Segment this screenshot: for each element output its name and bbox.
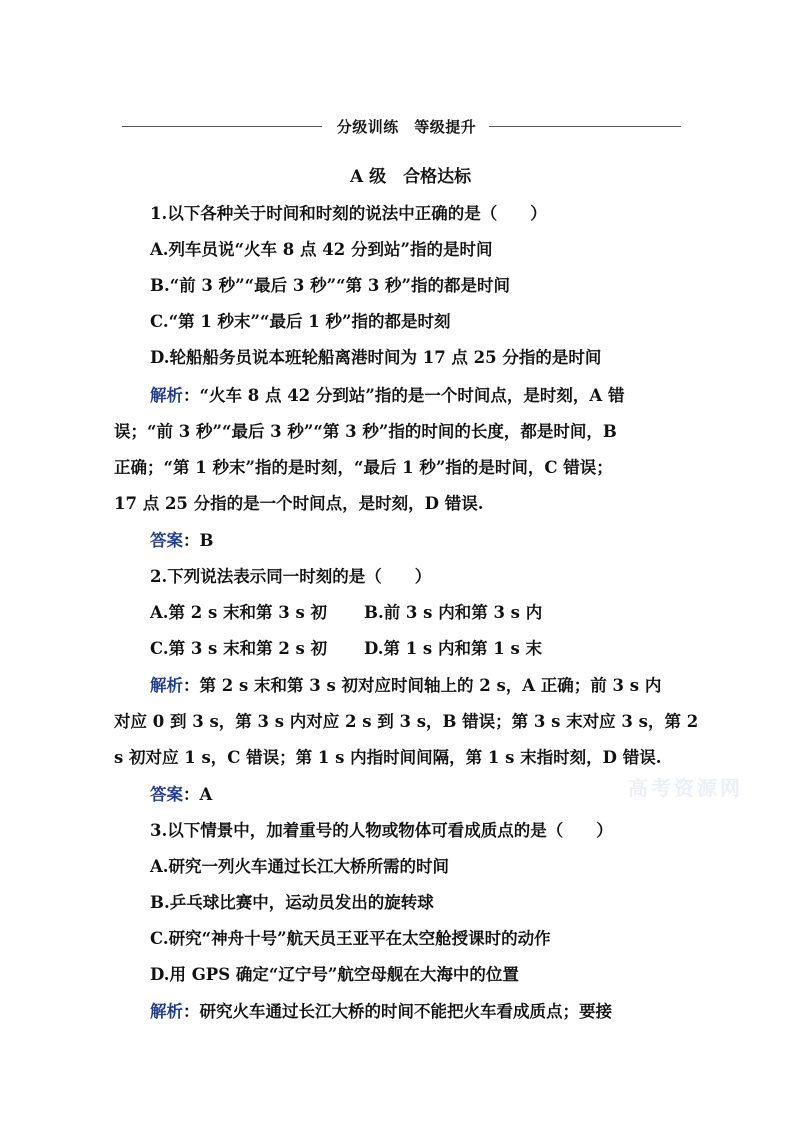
q3-option-b: B.乒乓球比赛中，运动员发出的旋转球 xyxy=(150,893,434,912)
q3-option-d: D.用 GPS 确定“辽宁号”航空母舰在大海中的位置 xyxy=(150,965,519,984)
watermark: 高考资源网 xyxy=(628,776,743,800)
answer-label: 答案 xyxy=(150,785,183,804)
q1-analysis-line-3: 正确；“第 1 秒末”指的是时刻，“最后 1 秒”指的是时间，C 错误； xyxy=(114,458,613,477)
analysis-text: ：第 2 s 末和第 3 s 初对应时间轴上的 2 s，A 正确；前 3 s 内 xyxy=(183,676,662,695)
analysis-label: 解析 xyxy=(150,1002,183,1021)
q1-analysis-line-2: 误；“前 3 秒”“最后 3 秒”“第 3 秒”指的时间的长度，都是时间，B xyxy=(114,422,617,441)
q1-stem: 1.以下各种关于时间和时刻的说法中正确的是（ ） xyxy=(150,204,547,223)
q3-analysis-line-1 xyxy=(150,1000,612,1024)
header-rule-left xyxy=(122,126,322,127)
analysis-label: 解析 xyxy=(150,386,183,405)
section-header xyxy=(112,114,692,140)
q3-stem: 3.以下情景中，加着重号的人物或物体可看成质点的是（ ） xyxy=(150,821,613,840)
q1-option-d: D.轮船船务员说本班轮船离港时间为 17 点 25 分指的是时间 xyxy=(150,348,602,367)
q2-answer xyxy=(150,783,212,807)
level-title: A 级 合格达标 xyxy=(350,167,472,187)
q2-stem: 2.下列说法表示同一时刻的是（ ） xyxy=(150,567,432,586)
q1-answer xyxy=(150,529,213,553)
analysis-text: ：研究火车通过长江大桥的时间不能把火车看成质点；要接 xyxy=(183,1002,612,1021)
q2-option-d: D.第 1 s 内和第 1 s 末 xyxy=(364,639,542,658)
header-rule-right xyxy=(489,126,681,127)
q3-option-c: C.研究“神舟十号”航天员王亚平在太空舱授课时的动作 xyxy=(150,929,551,948)
analysis-label: 解析 xyxy=(150,676,183,695)
section-title: 分级训练 等级提升 xyxy=(336,118,477,136)
analysis-text: ：“火车 8 点 42 分到站”指的是一个时间点，是时刻，A 错 xyxy=(183,386,625,405)
q2-option-b: B.前 3 s 内和第 3 s 内 xyxy=(364,603,543,622)
q2-option-a: A.第 2 s 末和第 3 s 初 xyxy=(150,603,328,622)
answer-value: ：B xyxy=(183,531,214,550)
answer-label: 答案 xyxy=(150,531,183,550)
q1-option-b: B.“前 3 秒”“最后 3 秒”“第 3 秒”指的都是时间 xyxy=(150,276,511,295)
q1-analysis-line-1 xyxy=(150,384,624,408)
q2-analysis-line-3: s 初对应 1 s，C 错误；第 1 s 内指时间间隔，第 1 s 末指时刻，D 错误. xyxy=(114,748,662,767)
q1-option-a: A.列车员说“火车 8 点 42 分到站”指的是时间 xyxy=(150,240,493,259)
q1-option-c: C.“第 1 秒末”“最后 1 秒”指的都是时刻 xyxy=(150,312,451,331)
q2-analysis-line-1 xyxy=(150,674,661,698)
answer-value: ：A xyxy=(183,785,213,804)
q2-option-c: C.第 3 s 末和第 2 s 初 xyxy=(150,639,328,658)
q1-analysis-line-4: 17 点 25 分指的是一个时间点，是时刻，D 错误. xyxy=(114,494,484,513)
q3-option-a: A.研究一列火车通过长江大桥所需的时间 xyxy=(150,857,450,876)
q2-analysis-line-2: 对应 0 到 3 s，第 3 s 内对应 2 s 到 3 s，B 错误；第 3 s 末对应 3 s，第 2 xyxy=(114,712,699,731)
